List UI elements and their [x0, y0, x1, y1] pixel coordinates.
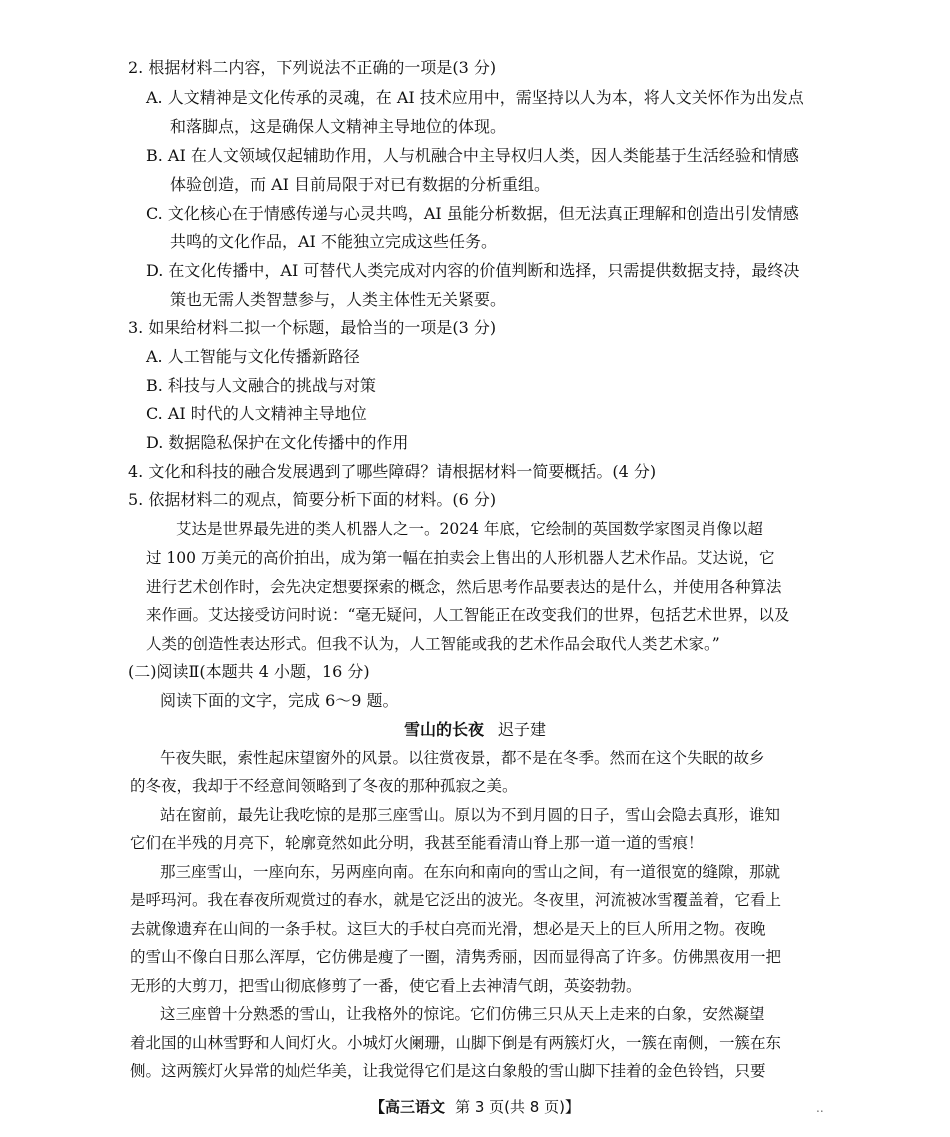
essay-line: 那三座雪山，一座向东，另两座向南。在东向和南向的雪山之间，有一道很宽的缝隙，那就 — [160, 863, 781, 881]
section2-heading: (二)阅读Ⅱ(本题共 4 小题，16 分) — [128, 662, 370, 681]
essay-line: 着北国的山林雪野和人间灯火。小城灯火阑珊，山脚下倒是有两簇灯火，一簇在南侧，一簇在东 — [130, 1034, 782, 1052]
q3-option-d: D. 数据隐私保护在文化传播中的作用 — [146, 433, 409, 452]
q3-stem: 3. 如果给材料二拟一个标题，最恰当的一项是(3 分) — [128, 318, 497, 337]
q5-material-line: 来作画。艾达接受访问时说：“毫无疑问，人工智能正在改变我们的世界，包括艺术世界，以及 — [146, 606, 790, 624]
essay-line: 无形的大剪刀，把雪山彻底修剪了一番，使它看上去神清气朗，英姿勃勃。 — [130, 977, 642, 995]
page-footer — [0, 1097, 950, 1117]
q5-material-line: 艾达是世界最先进的类人机器人之一。2024 年底，它绘制的英国数学家图灵肖像以超 — [176, 520, 763, 538]
essay-line: 午夜失眠，索性起床望窗外的风景。以往赏夜景，都不是在冬季。然而在这个失眠的故乡 — [160, 749, 765, 767]
essay-author: 迟子建 — [498, 720, 547, 739]
q2-option-a-line1: A. 人文精神是文化传承的灵魂，在 AI 技术应用中，需坚持以人为本，将人文关怀作为出发点 — [146, 88, 804, 107]
q2-option-b-line1: B. AI 在人文领域仅起辅助作用，人与机融合中主导权归人类，因人类能基于生活经验和情感 — [146, 146, 799, 165]
essay-line: 的雪山不像白日那么浑厚，它仿佛是瘦了一圈，清隽秀丽，因而显得高了许多。仿佛黑夜用一把 — [130, 948, 782, 966]
essay-line: 去就像遗弃在山间的一条手杖。这巨大的手杖白亮而光滑，想必是天上的巨人所用之物。夜晚 — [130, 920, 766, 938]
q3-option-b: B. 科技与人文融合的挑战与对策 — [146, 376, 376, 395]
q2-option-c-line1: C. 文化核心在于情感传递与心灵共鸣，AI 虽能分析数据，但无法真正理解和创造出引发情感 — [146, 204, 799, 223]
essay-title: 雪山的长夜 — [403, 720, 484, 739]
q2-option-d-line1: D. 在文化传播中，AI 可替代人类完成对内容的价值判断和选择，只需提供数据支持，最终决 — [146, 261, 800, 280]
essay-line: 这三座曾十分熟悉的雪山，让我格外的惊诧。它们仿佛三只从天上走来的白象，安然凝望 — [160, 1005, 765, 1023]
footer-subject: 【高三语文 — [370, 1098, 446, 1116]
q3-option-a: A. 人工智能与文化传播新路径 — [146, 347, 360, 366]
q4-stem: 4. 文化和科技的融合发展遇到了哪些障碍？请根据材料一简要概括。(4 分) — [128, 462, 657, 481]
essay-line: 站在窗前，最先让我吃惊的是那三座雪山。原以为不到月圆的日子，雪山会隐去真形，谁知 — [160, 806, 781, 824]
essay-line: 它们在半残的月亮下，轮廓竟然如此分明，我甚至能看清山脊上那一道一道的雪痕！ — [130, 834, 704, 852]
q2-stem: 2. 根据材料二内容，下列说法不正确的一项是(3 分) — [128, 58, 497, 77]
section2-instruction: 阅读下面的文字，完成 6～9 题。 — [160, 691, 399, 710]
essay-title-block — [0, 720, 950, 740]
q2-option-a-line2: 和落脚点，这是确保人文精神主导地位的体现。 — [170, 117, 507, 136]
footer-page-number: 第 3 页(共 8 页)】 — [455, 1098, 580, 1116]
q2-option-d-line2: 策也无需人类智慧参与，人类主体性无关紧要。 — [170, 290, 507, 309]
q5-material-line: 进行艺术创作时，会先决定想要探索的概念，然后思考作品要表达的是什么，并使用各种算法 — [146, 578, 782, 596]
essay-line: 的冬夜，我却于不经意间领略到了冬夜的那种孤寂之美。 — [130, 777, 518, 795]
essay-line: 侧。这两簇灯火异常的灿烂华美，让我觉得它们是这白象般的雪山脚下挂着的金色铃铛，只要 — [130, 1062, 766, 1080]
q3-option-c: C. AI 时代的人文精神主导地位 — [146, 404, 367, 423]
q2-option-c-line2: 共鸣的文化作品，AI 不能独立完成这些任务。 — [170, 232, 497, 251]
q5-stem: 5. 依据材料二的观点，简要分析下面的材料。(6 分) — [128, 490, 497, 509]
corner-mark: .. — [816, 1101, 824, 1115]
q2-option-b-line2: 体验创造，而 AI 目前局限于对已有数据的分析重组。 — [170, 175, 551, 194]
q5-material-line: 过 100 万美元的高价拍出，成为第一幅在拍卖会上售出的人形机器人艺术作品。艾达说，它 — [146, 549, 775, 567]
q5-material-line: 人类的创造性表达形式。但我不认为，人工智能或我的艺术作品会取代人类艺术家。” — [146, 635, 720, 653]
essay-line: 是呼玛河。我在春夜所观赏过的春水，就是它泛出的波光。冬夜里，河流被冰雪覆盖着，它看上 — [130, 891, 782, 909]
